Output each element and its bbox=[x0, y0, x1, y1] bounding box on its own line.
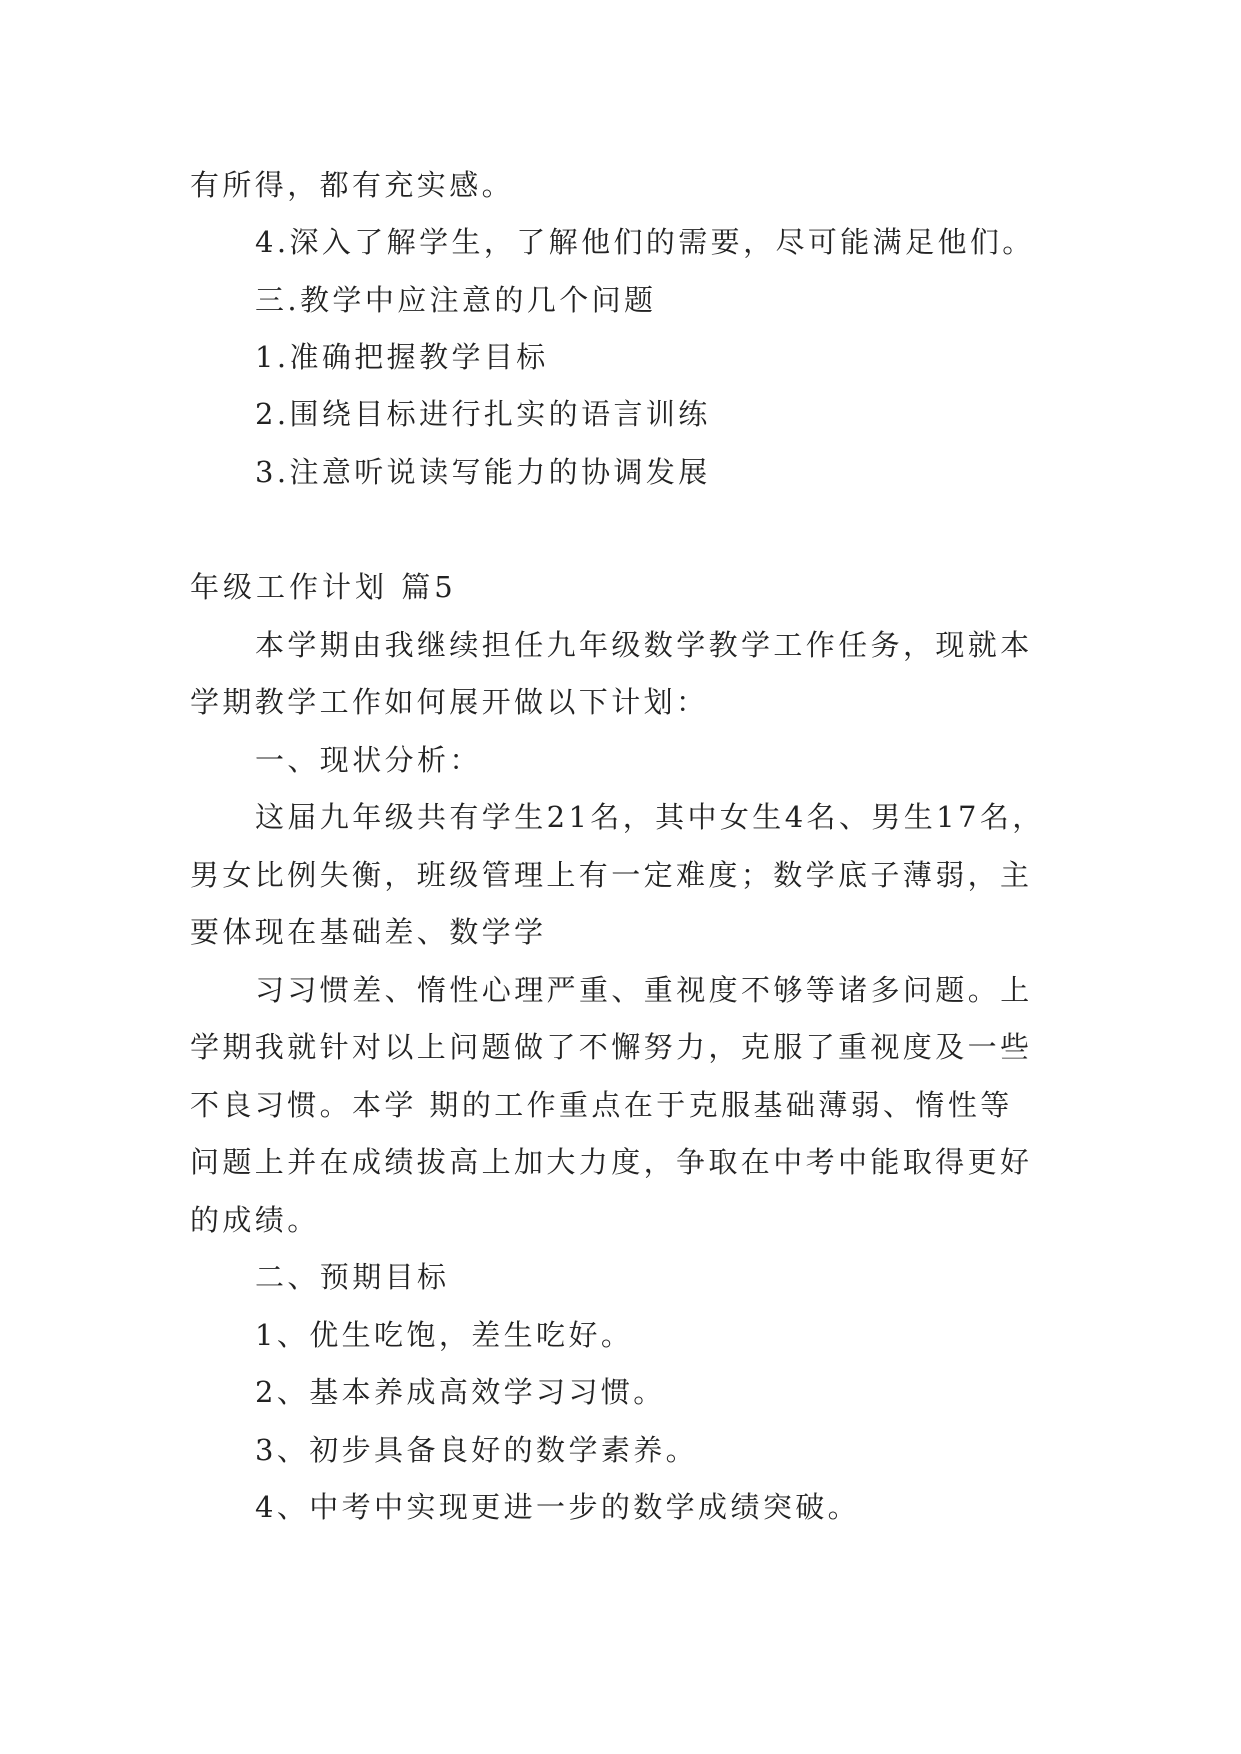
article-title: 年级工作计划 篇5 bbox=[190, 570, 457, 604]
list-item: 4、中考中实现更进一步的数学成绩突破。 bbox=[255, 1490, 861, 1524]
paragraph-line: 学期教学工作如何展开做以下计划： bbox=[190, 685, 709, 719]
paragraph-line: 男女比例失衡，班级管理上有一定难度；数学底子薄弱，主 bbox=[190, 858, 1033, 892]
paragraph-line: 的成绩。 bbox=[190, 1203, 320, 1237]
list-item: 2、基本养成高效学习习惯。 bbox=[255, 1375, 666, 1409]
paragraph-line: 这届九年级共有学生21名，其中女生4名、男生17名， bbox=[255, 800, 1045, 834]
section-heading: 一、现状分析： bbox=[255, 743, 482, 777]
paragraph-line: 要体现在基础差、数学学 bbox=[190, 915, 547, 949]
list-item: 4.深入了解学生，了解他们的需要，尽可能满足他们。 bbox=[255, 225, 1035, 259]
list-item: 3、初步具备良好的数学素养。 bbox=[255, 1433, 699, 1467]
paragraph-line: 习习惯差、惰性心理严重、重视度不够等诸多问题。上 bbox=[255, 973, 1033, 1007]
list-item: 1、优生吃饱，差生吃好。 bbox=[255, 1318, 634, 1352]
list-item: 2.围绕目标进行扎实的语言训练 bbox=[255, 397, 711, 431]
section-heading: 二、预期目标 bbox=[255, 1260, 450, 1294]
paragraph-line: 有所得，都有充实感。 bbox=[190, 168, 515, 202]
paragraph-line: 问题上并在成绩拔高上加大力度，争取在中考中能取得更好 bbox=[190, 1145, 1033, 1179]
paragraph-line: 不良习惯。本学 期的工作重点在于克服基础薄弱、惰性等 bbox=[190, 1088, 1013, 1122]
list-item: 1.准确把握教学目标 bbox=[255, 340, 549, 374]
paragraph-line: 本学期由我继续担任九年级数学教学工作任务，现就本 bbox=[255, 628, 1033, 662]
paragraph-line: 学期我就针对以上问题做了不懈努力，克服了重视度及一些 bbox=[190, 1030, 1033, 1064]
list-item: 3.注意听说读写能力的协调发展 bbox=[255, 455, 711, 489]
section-heading: 三.教学中应注意的几个问题 bbox=[255, 283, 657, 317]
